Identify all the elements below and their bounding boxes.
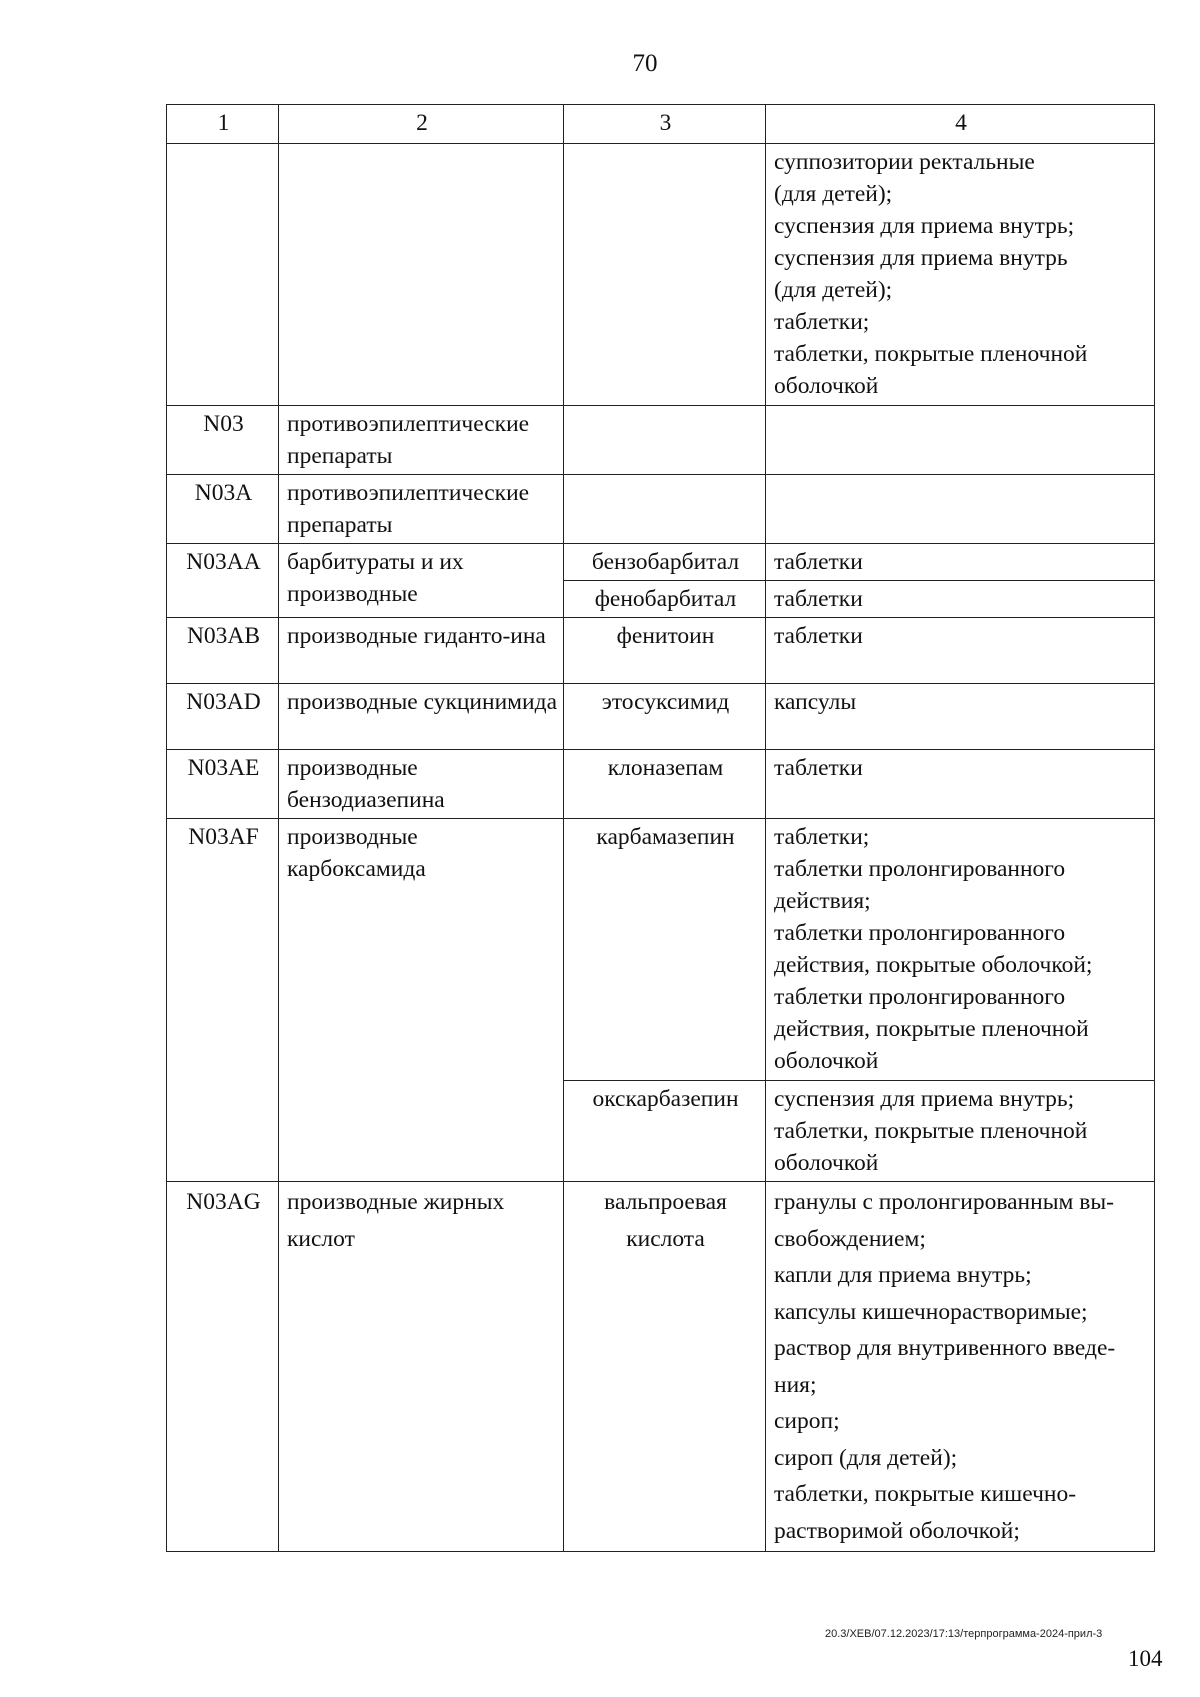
form-line: (для детей); bbox=[774, 277, 893, 303]
table-row bbox=[167, 475, 1155, 544]
drug-cell: вальпроевая кислота bbox=[564, 1182, 766, 1552]
form-line: суспензия для приема внутрь bbox=[774, 245, 1068, 271]
form-line: раствор для внутривенного введе- bbox=[774, 1335, 1116, 1361]
forms-cell bbox=[766, 475, 1155, 544]
page-number: 70 bbox=[632, 50, 658, 77]
table-row bbox=[167, 406, 1155, 475]
form-line: капли для приема внутрь; bbox=[774, 1262, 1032, 1288]
code-cell: N03AF bbox=[167, 819, 279, 1182]
drug-cell: карбамазепин bbox=[564, 819, 766, 1081]
drug-cell: клоназепам bbox=[564, 750, 766, 819]
drug-cell: фенобарбитал bbox=[564, 581, 766, 618]
drug-cell: бензобарбитал bbox=[564, 544, 766, 581]
table-row bbox=[167, 1182, 1155, 1552]
form-line: оболочкой bbox=[774, 1048, 879, 1074]
forms-cell: таблетки bbox=[766, 618, 1155, 684]
forms-cell bbox=[766, 406, 1155, 475]
group-cell: производные жирных кислот bbox=[279, 1182, 564, 1552]
table-row bbox=[167, 144, 1155, 406]
header-row bbox=[167, 105, 1155, 144]
code-cell: N03AB bbox=[167, 618, 279, 684]
table-row bbox=[167, 618, 1155, 684]
form-line: действия, покрытые оболочкой; bbox=[774, 952, 1093, 978]
form-line: свобождением; bbox=[774, 1225, 926, 1252]
forms-cell bbox=[766, 144, 1155, 406]
group-cell: противоэпилептические препараты bbox=[279, 475, 564, 544]
form-line: (для детей); bbox=[774, 181, 893, 207]
form-line: сироп; bbox=[774, 1408, 840, 1434]
drug-cell: фенитоин bbox=[564, 618, 766, 684]
group-cell: производные гиданто-ина bbox=[279, 618, 564, 684]
code-cell: N03AE bbox=[167, 750, 279, 819]
form-line: оболочкой bbox=[774, 373, 879, 399]
code-cell: N03AA bbox=[167, 544, 279, 618]
forms-cell bbox=[766, 1182, 1155, 1552]
drug-cell: этосуксимид bbox=[564, 684, 766, 750]
form-line: капсулы кишечнорастворимые; bbox=[774, 1298, 1088, 1325]
drug-cell bbox=[564, 475, 766, 544]
form-line: таблетки пролонгированного bbox=[774, 856, 1066, 882]
form-line: таблетки; bbox=[774, 309, 870, 335]
form-line: гранулы с пролонгированным вы- bbox=[774, 1189, 1114, 1215]
header-col-4: 4 bbox=[766, 105, 1155, 144]
drug-cell: окскарбазепин bbox=[564, 1081, 766, 1182]
group-cell: противоэпилептические препараты bbox=[279, 406, 564, 475]
forms-cell: капсулы bbox=[766, 684, 1155, 750]
code-cell: N03A bbox=[167, 475, 279, 544]
form-line: таблетки, покрытые кишечно- bbox=[774, 1481, 1077, 1507]
forms-cell: таблетки bbox=[766, 581, 1155, 618]
group-cell: производные бензодиазепина bbox=[279, 750, 564, 819]
forms-cell bbox=[766, 1081, 1155, 1182]
forms-cell: таблетки bbox=[766, 544, 1155, 581]
form-line: сироп (для детей); bbox=[774, 1444, 958, 1471]
code-cell bbox=[167, 144, 279, 406]
table-row bbox=[167, 684, 1155, 750]
form-line: действия; bbox=[774, 888, 871, 914]
group-cell bbox=[279, 144, 564, 406]
form-line: суспензия для приема внутрь; bbox=[774, 1086, 1075, 1112]
form-line: растворимой оболочкой; bbox=[774, 1517, 1020, 1544]
table-row bbox=[167, 750, 1155, 819]
group-cell: производные карбоксамида bbox=[279, 819, 564, 1182]
drug-cell bbox=[564, 406, 766, 475]
footer-document-code: 20.3/ХЕВ/07.12.2023/17:13/терпрограмма-2024-прил-3 bbox=[825, 1628, 1103, 1640]
code-cell: N03 bbox=[167, 406, 279, 475]
form-line: суппозитории ректальные bbox=[774, 149, 1035, 175]
footer-page-number: 104 bbox=[1128, 1646, 1163, 1671]
form-line: таблетки пролонгированного bbox=[774, 984, 1066, 1010]
form-line: таблетки, покрытые пленочной bbox=[774, 341, 1088, 367]
forms-cell: таблетки bbox=[766, 750, 1155, 819]
header-col-2: 2 bbox=[279, 105, 564, 144]
drug-cell bbox=[564, 144, 766, 406]
code-cell: N03AG bbox=[167, 1182, 279, 1552]
form-line: действия, покрытые пленочной bbox=[774, 1016, 1089, 1042]
group-cell: производные сукцинимида bbox=[279, 684, 564, 750]
table-row bbox=[167, 544, 1155, 581]
form-line: ния; bbox=[774, 1371, 817, 1398]
table-row bbox=[167, 819, 1155, 1081]
form-line: таблетки; bbox=[774, 824, 870, 850]
form-line: суспензия для приема внутрь; bbox=[774, 213, 1075, 239]
header-col-1: 1 bbox=[167, 105, 279, 144]
header-col-3: 3 bbox=[564, 105, 766, 144]
form-line: таблетки пролонгированного bbox=[774, 920, 1066, 946]
group-cell: барбитураты и их производные bbox=[279, 544, 564, 618]
form-line: таблетки, покрытые пленочной bbox=[774, 1118, 1088, 1144]
forms-cell bbox=[766, 819, 1155, 1081]
form-line: оболочкой bbox=[774, 1150, 879, 1176]
code-cell: N03AD bbox=[167, 684, 279, 750]
drug-table bbox=[166, 104, 1155, 1552]
